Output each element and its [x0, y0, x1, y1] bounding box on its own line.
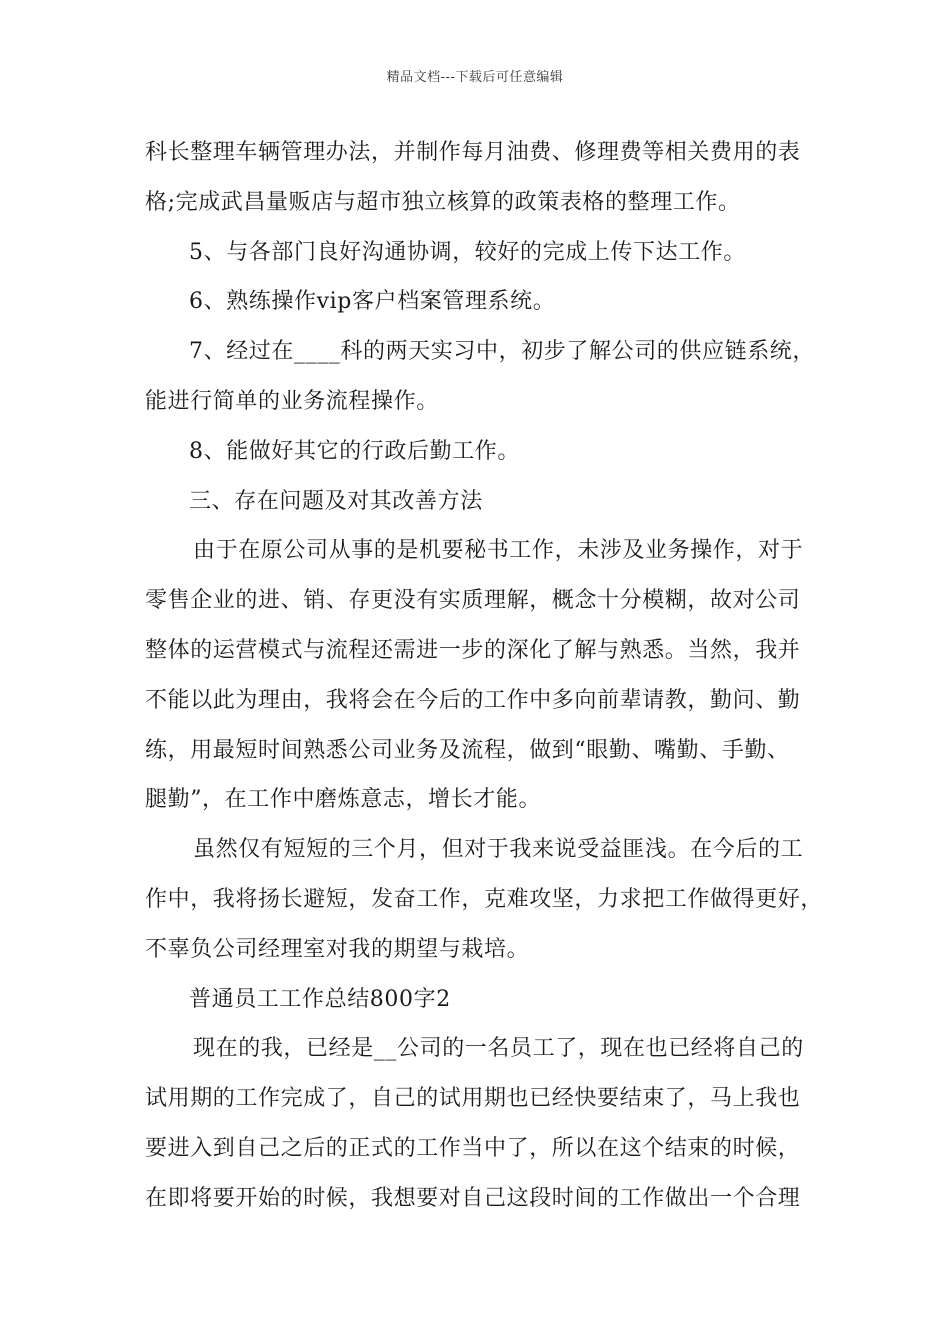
text-line: 由于在原公司从事的是机要秘书工作，未涉及业务操作，对于 [193, 538, 804, 564]
text-line: 试用期的工作完成了，自己的试用期也已经快要结束了，马上我也 [145, 1086, 801, 1112]
text-line: 练，用最短时间熟悉公司业务及流程，做到“眼勤、嘴勤、手勤、 [145, 737, 790, 763]
text-line: 能进行简单的业务流程操作。 [145, 388, 439, 414]
text-line: 不能以此为理由，我将会在今后的工作中多向前辈请教，勤问、勤 [145, 687, 801, 713]
text-line: 格;完成武昌量贩店与超市独立核算的政策表格的整理工作。 [145, 189, 741, 215]
text-line: 5、与各部门良好沟通协调，较好的完成上传下达工作。 [189, 239, 746, 265]
text-line: 现在的我，已经是__公司的一名员工了，现在也已经将自己的 [193, 1036, 804, 1062]
text-line: 6、熟练操作vip客户档案管理系统。 [189, 289, 556, 315]
text-line: 零售企业的进、销、存更没有实质理解，概念十分模糊，故对公司 [145, 588, 801, 614]
text-line: 腿勤”，在工作中磨炼意志，增长才能。 [145, 787, 542, 813]
page-header: 精品文档---下载后可任意编辑 [386, 70, 564, 85]
text-line: 7、经过在____科的两天实习中，初步了解公司的供应链系统， [189, 339, 815, 365]
text-line: 在即将要开始的时候，我想要对自己这段时间的工作做出一个合理 [145, 1185, 801, 1211]
text-line: 作中，我将扬长避短，发奋工作，克难攻坚，力求把工作做得更好， [145, 886, 824, 912]
text-line: 要进入到自己之后的正式的工作当中了，所以在这个结束的时候， [145, 1135, 801, 1161]
text-line: 不辜负公司经理室对我的期望与栽培。 [145, 936, 530, 962]
text-line: 虽然仅有短短的三个月，但对于我来说受益匪浅。在今后的工 [193, 837, 804, 863]
text-line: 科长整理车辆管理办法，并制作每月油费、修理费等相关费用的表 [145, 140, 801, 165]
section-heading: 三、存在问题及对其改善方法 [189, 488, 483, 514]
text-line: 整体的运营模式与流程还需进一步的深化了解与熟悉。当然，我并 [145, 637, 801, 663]
document-body [145, 128, 824, 1224]
section-title: 普通员工工作总结800字2 [189, 986, 451, 1012]
text-line: 8、能做好其它的行政后勤工作。 [189, 438, 520, 464]
